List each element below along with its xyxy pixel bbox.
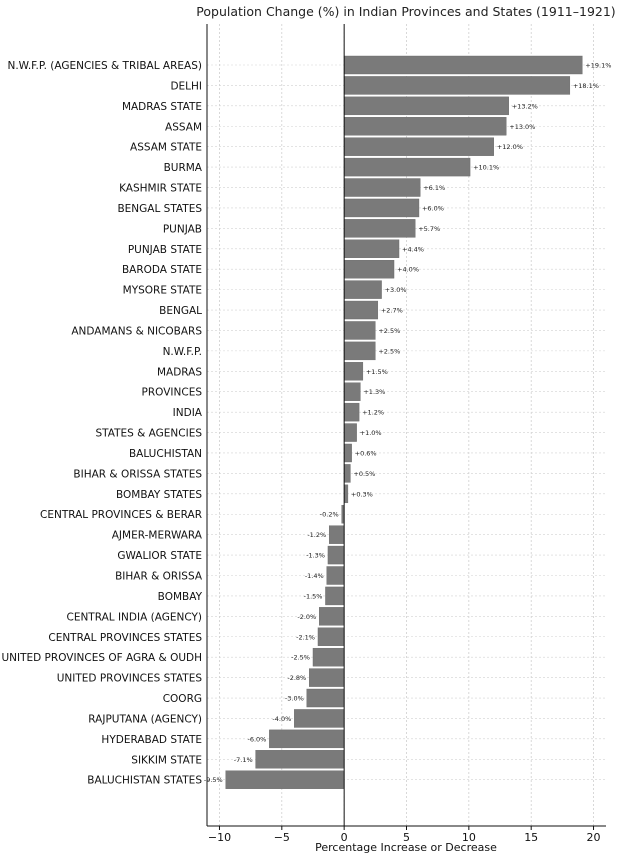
category-label: BENGAL STATES [117, 202, 202, 215]
category-label: STATES & AGENCIES [95, 427, 202, 440]
bar [344, 138, 494, 156]
value-label: -3.0% [284, 694, 304, 703]
bar [344, 97, 509, 115]
category-label: SIKKIM STATE [131, 754, 202, 767]
category-label: BALUCHISTAN STATES [87, 774, 202, 787]
value-label: +4.4% [402, 245, 424, 254]
x-tick-label: −5 [273, 831, 290, 844]
category-label: MYSORE STATE [122, 284, 202, 297]
category-label: N.W.F.P. (AGENCIES & TRIBAL AREAS) [7, 60, 202, 72]
value-label: +12.0% [496, 143, 523, 152]
bar [327, 567, 344, 585]
value-label: -2.8% [287, 674, 307, 683]
category-label: ASSAM [165, 121, 202, 134]
category-label: GWALIOR STATE [117, 550, 202, 563]
bar [344, 179, 420, 197]
category-label: BOMBAY STATES [115, 488, 202, 501]
bar [344, 485, 348, 503]
value-label: -4.0% [272, 714, 292, 723]
value-label: -2.5% [291, 653, 310, 662]
value-label: +1.2% [362, 408, 385, 417]
bar [344, 219, 415, 237]
category-label: UNITED PROVINCES STATES [56, 672, 202, 685]
value-label: +0.6% [354, 449, 377, 458]
bar [269, 730, 344, 748]
value-label: +1.3% [363, 388, 386, 397]
x-tick-label: 20 [586, 831, 601, 844]
category-label: UNITED PROVINCES OF AGRA & OUDH [1, 652, 202, 665]
bar [309, 669, 344, 687]
value-label: +6.0% [421, 204, 444, 213]
category-label: PUNJAB [162, 223, 202, 236]
x-tick-label: −10 [207, 831, 232, 844]
value-label: -1.2% [307, 531, 327, 540]
bar [344, 362, 363, 380]
bar [344, 158, 470, 176]
value-label: -2.0% [297, 612, 317, 621]
value-label: -2.1% [296, 633, 315, 642]
category-label: BARODA STATE [121, 264, 202, 277]
value-label: +2.5% [378, 347, 401, 356]
x-tick-label: 15 [524, 831, 539, 844]
category-label: AJMER-MERWARA [111, 529, 202, 542]
value-label: +3.0% [384, 286, 407, 295]
category-label: BIHAR & ORISSA STATES [73, 468, 202, 481]
value-label: +6.1% [423, 184, 446, 193]
bar [344, 199, 419, 217]
value-label: -1.4% [304, 572, 324, 580]
x-axis-label: Percentage Increase or Decrease [315, 841, 497, 854]
category-label: CENTRAL PROVINCES STATES [48, 631, 202, 644]
bar [319, 607, 344, 625]
value-label: -0.2% [319, 510, 339, 519]
value-label: +0.5% [353, 469, 376, 478]
value-label: +2.7% [380, 306, 403, 315]
category-label: N.W.F.P. [162, 345, 202, 358]
category-label: CENTRAL INDIA (AGENCY) [66, 611, 202, 624]
value-label: -9.5% [203, 776, 223, 785]
category-label: HYDERABAD STATE [101, 733, 202, 746]
category-label: PROVINCES [141, 386, 202, 399]
bar [344, 383, 360, 401]
category-label: MADRAS STATE [121, 100, 202, 113]
category-label: BURMA [163, 162, 202, 175]
value-label: -7.1% [233, 755, 253, 764]
category-label: COORG [162, 693, 202, 706]
bar [344, 240, 399, 258]
bar [344, 444, 351, 462]
value-label: +1.0% [359, 429, 382, 438]
bars [226, 56, 583, 789]
value-label: -6.0% [247, 735, 267, 744]
value-label: +2.5% [378, 326, 401, 335]
bar [344, 76, 570, 94]
chart-title: Population Change (%) in Indian Provinces and States (1911–1921) [196, 4, 616, 19]
category-label: ASSAM STATE [130, 141, 202, 154]
bar [344, 260, 394, 278]
category-labels [1, 60, 202, 787]
value-label: +1.5% [365, 367, 388, 376]
bar [294, 709, 344, 727]
category-label: INDIA [172, 407, 202, 420]
category-label: KASHMIR STATE [119, 182, 202, 195]
value-label: +19.1% [585, 61, 612, 70]
bar [226, 771, 344, 789]
x-tick-label: 5 [403, 831, 410, 844]
bar [329, 526, 344, 544]
bar [344, 342, 375, 360]
category-label: ANDAMANS & NICOBARS [71, 325, 202, 338]
category-label: BOMBAY [157, 590, 202, 603]
value-label: +4.0% [397, 265, 419, 274]
bar [344, 301, 378, 319]
category-label: MADRAS [156, 366, 202, 379]
value-label: +0.3% [350, 490, 373, 499]
bar [325, 587, 344, 605]
bar [313, 648, 344, 666]
value-label: -1.3% [306, 551, 325, 560]
category-label: CENTRAL PROVINCES & BERAR [40, 509, 202, 522]
bar [344, 321, 375, 339]
bar [344, 281, 381, 299]
category-label: RAJPUTANA (AGENCY) [88, 713, 202, 726]
value-label: +13.2% [511, 102, 538, 111]
bar [256, 750, 345, 768]
value-label: +13.0% [509, 122, 536, 131]
value-label: -1.5% [303, 592, 323, 601]
category-label: PUNJAB STATE [127, 243, 202, 256]
x-tick-label: 10 [461, 831, 476, 844]
bar [344, 403, 359, 421]
x-tick-label: 0 [340, 831, 348, 844]
bar [344, 56, 582, 74]
value-label: +10.1% [473, 163, 500, 172]
value-label: +18.1% [572, 81, 599, 90]
bar [344, 117, 506, 135]
bar [344, 464, 350, 482]
category-label: BIHAR & ORISSA [115, 570, 202, 583]
value-label: +5.7% [418, 224, 441, 233]
category-label: DELHI [170, 80, 202, 93]
bar [344, 424, 356, 442]
category-label: BALUCHISTAN [128, 447, 202, 460]
bar [328, 546, 344, 564]
bar [307, 689, 344, 707]
category-label: BENGAL [159, 305, 202, 318]
bar [318, 628, 344, 646]
